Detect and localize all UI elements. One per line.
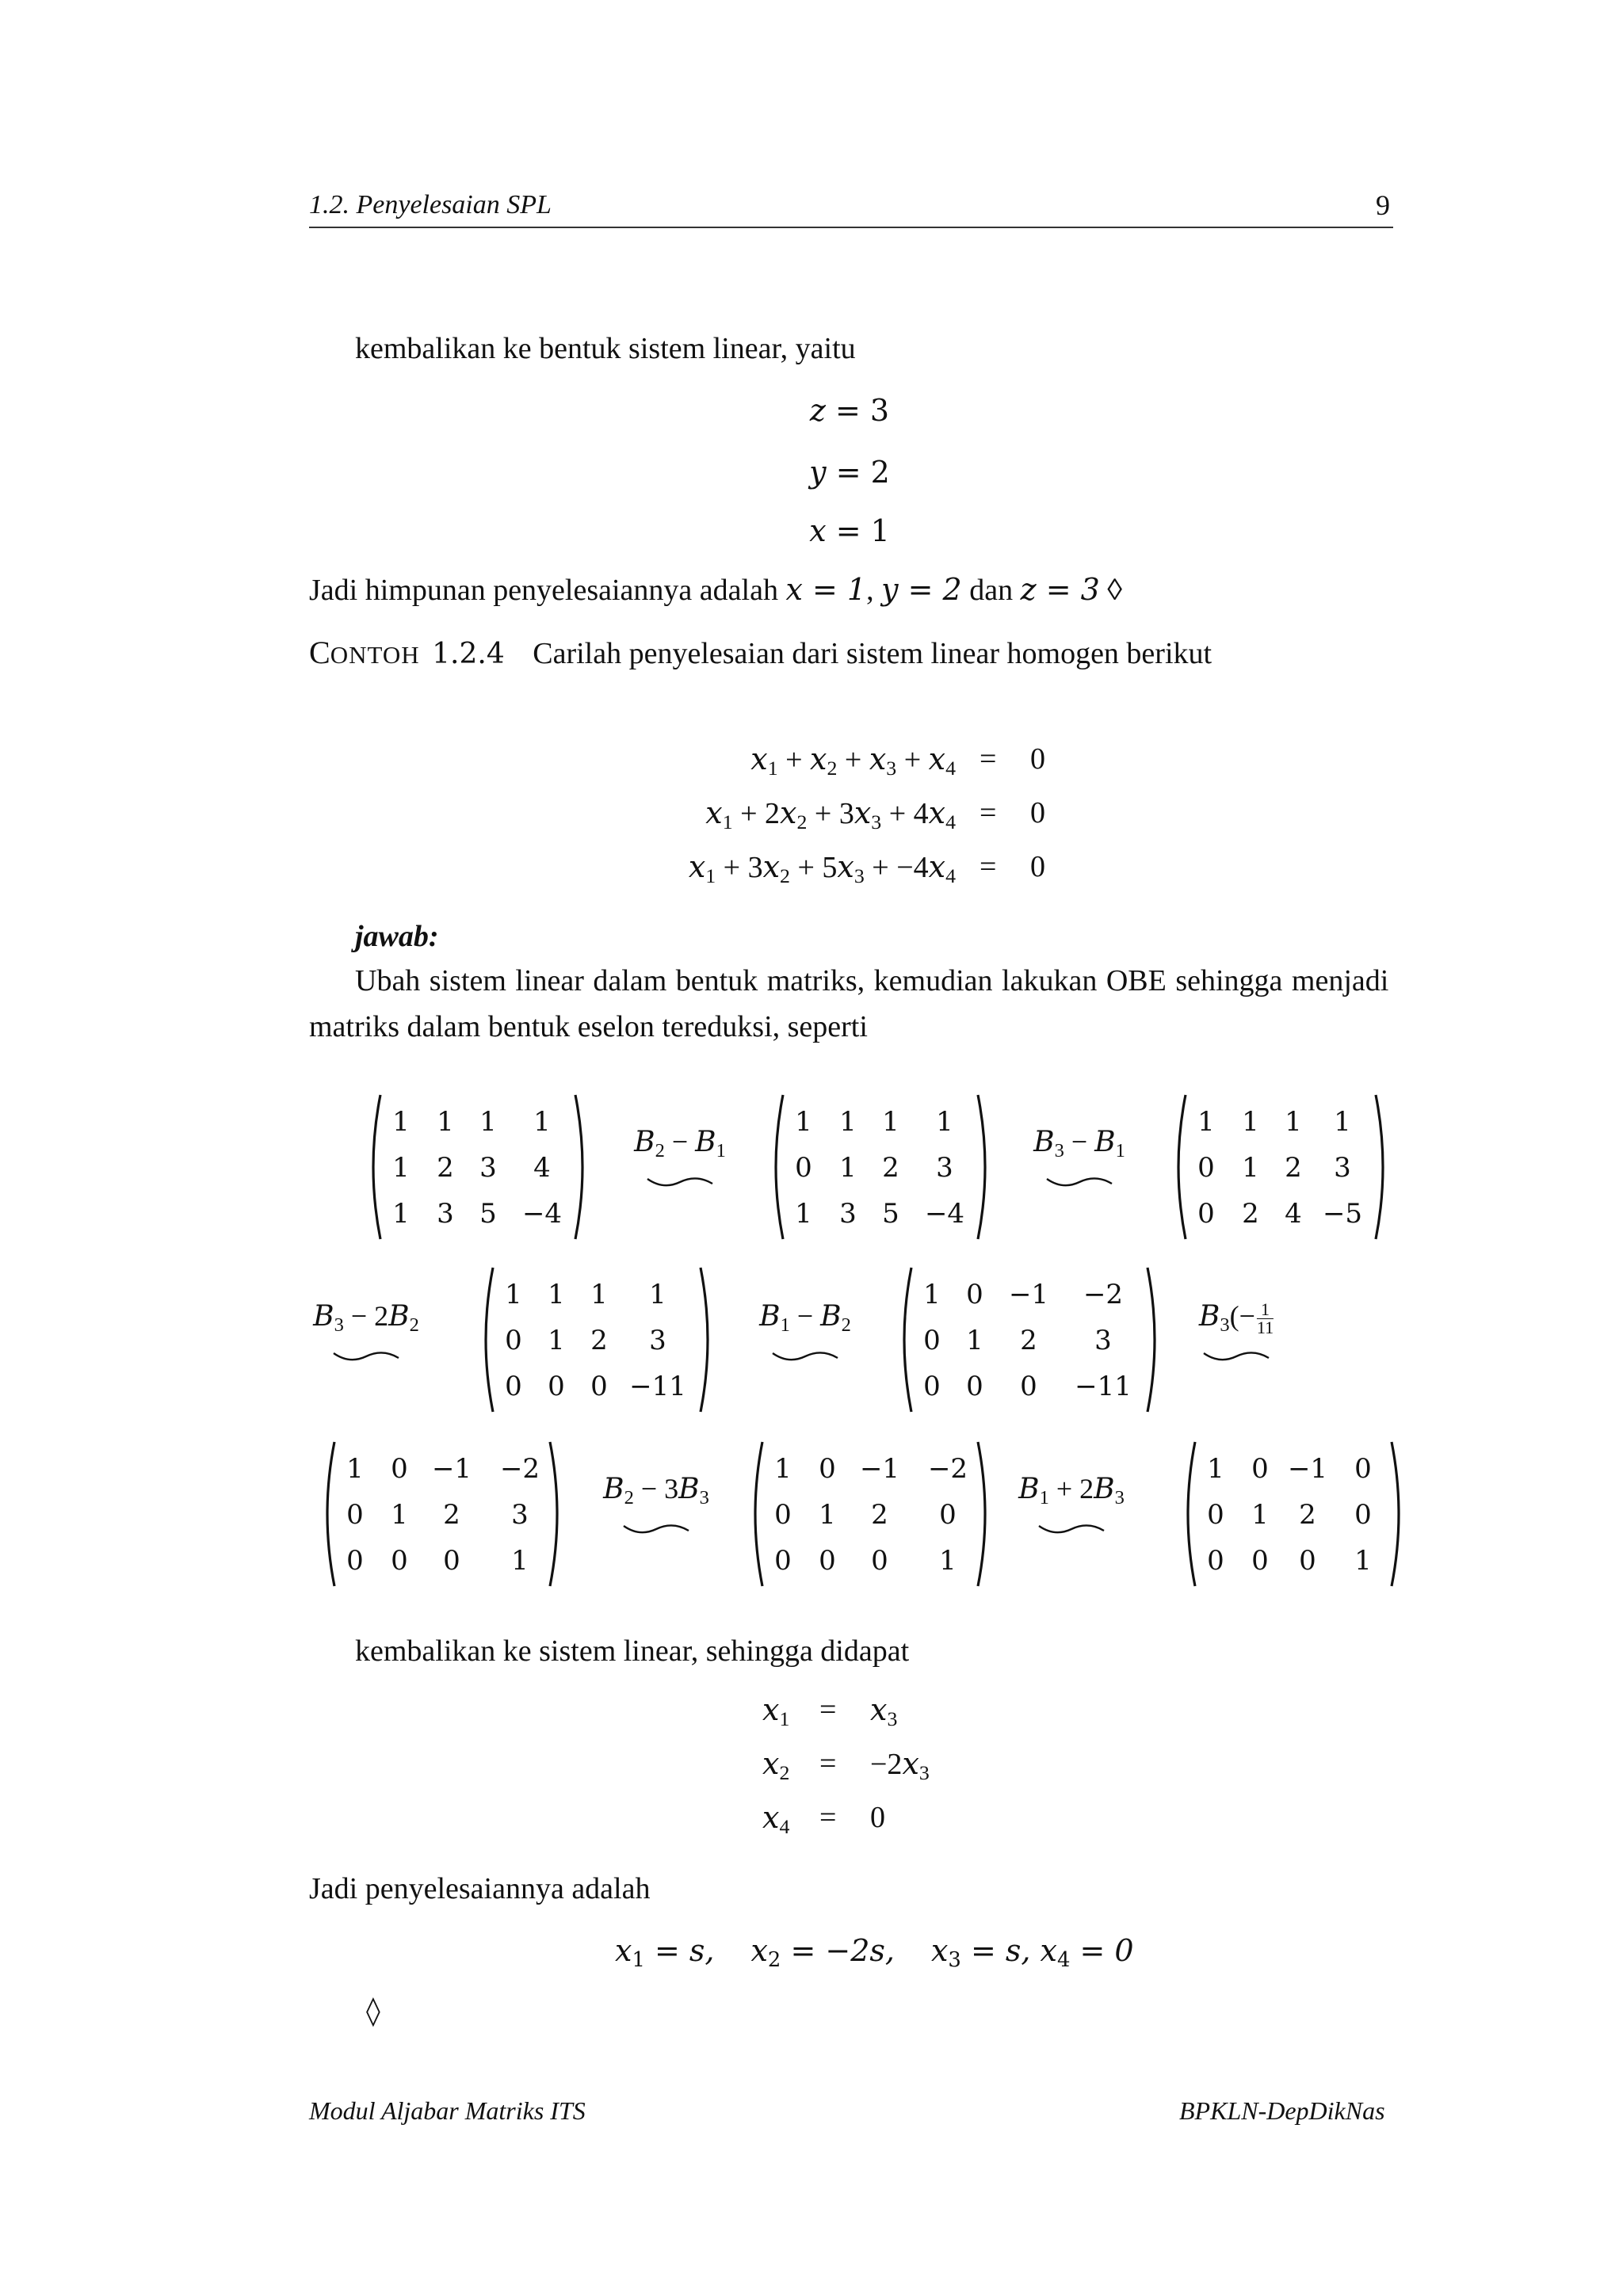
matrix-5-cell: −2 xyxy=(1083,1279,1124,1310)
matrix-5-cell: 2 xyxy=(1020,1325,1037,1356)
matrix-6-cell: 1 xyxy=(511,1545,529,1577)
matrix-7-cell: −2 xyxy=(927,1453,968,1485)
matrix-6-cell: 0 xyxy=(346,1499,364,1531)
matrix-7-cell: 0 xyxy=(819,1453,836,1485)
matrix-6-cell: −1 xyxy=(431,1453,472,1485)
running-header-section: 1.2. Penyelesaian SPL xyxy=(309,190,552,219)
matrix-8-cell: 0 xyxy=(1207,1545,1224,1577)
matrix-1-cell: 2 xyxy=(437,1152,454,1184)
system-row-1-rhs: 0 xyxy=(1030,742,1045,776)
left-parenthesis xyxy=(745,1439,767,1589)
matrix-2-cell: 3 xyxy=(839,1198,857,1230)
system-row-3-rhs: 0 xyxy=(1030,850,1045,883)
equation-y: y = 2 xyxy=(809,455,890,490)
matrix-8-cell: 0 xyxy=(1299,1545,1316,1577)
matrix-6-cell: 3 xyxy=(511,1499,529,1531)
matrix-4-cell: 0 xyxy=(548,1371,565,1402)
footer-right: BPKLN-DepDikNas xyxy=(1179,2096,1385,2125)
matrix-4-cell: 1 xyxy=(649,1279,666,1310)
matrix-7-cell: 1 xyxy=(819,1499,836,1531)
matrix-3-cell: 0 xyxy=(1197,1198,1215,1230)
row-equivalence-tilde-4 xyxy=(769,1348,841,1364)
matrix-3-cell: 1 xyxy=(1197,1106,1215,1138)
matrix-3-cell: 0 xyxy=(1197,1152,1215,1184)
matrix-7-cell: 0 xyxy=(774,1499,792,1531)
matrix-8-cell: 0 xyxy=(1354,1499,1372,1531)
matrix-5-cell: 0 xyxy=(923,1325,941,1356)
conclusion-sentence xyxy=(309,572,1122,608)
right-parenthesis xyxy=(973,1092,995,1242)
matrix-1-cell: 1 xyxy=(437,1106,454,1138)
paragraph-obe-line2: matriks dalam bentuk eselon tereduksi, seperti xyxy=(309,1010,868,1043)
matrix-3-cell: 1 xyxy=(1285,1106,1302,1138)
matrix-2-cell: 1 xyxy=(795,1106,812,1138)
right-parenthesis xyxy=(545,1439,567,1589)
example-text: Carilah penyelesaian dari sistem linear homogen berikut xyxy=(533,637,1212,670)
system-row-1-lhs: $x_1 + x_2 + x_3 + x_4$ xyxy=(750,742,956,780)
matrix-2-cell: 1 xyxy=(936,1106,953,1138)
matrix-1-cell: 4 xyxy=(533,1152,551,1184)
matrix-7-cell: 2 xyxy=(871,1499,888,1531)
matrix-5-cell: 0 xyxy=(966,1279,983,1310)
matrix-5-cell: 0 xyxy=(923,1371,941,1402)
matrix-6-cell: 1 xyxy=(346,1453,364,1485)
matrix-3-cell: 2 xyxy=(1285,1152,1302,1184)
conclusion-sep: , xyxy=(866,574,882,607)
matrix-5-cell: 0 xyxy=(1020,1371,1037,1402)
matrix-4-cell: 2 xyxy=(590,1325,608,1356)
matrix-2-cell: 0 xyxy=(795,1152,812,1184)
matrix-4-cell: 0 xyxy=(590,1371,608,1402)
matrix-8-cell: −1 xyxy=(1287,1453,1328,1485)
matrix-8-cell: 1 xyxy=(1207,1453,1224,1485)
matrix-4-cell: 3 xyxy=(649,1325,666,1356)
footer-left: Modul Aljabar Matriks ITS xyxy=(309,2096,586,2125)
left-parenthesis xyxy=(475,1264,498,1415)
system-row-3-equals: = xyxy=(980,850,997,883)
example-heading xyxy=(309,634,1212,671)
right-parenthesis xyxy=(973,1439,995,1589)
matrix-1-cell: 1 xyxy=(392,1152,410,1184)
matrix-2-cell: 1 xyxy=(882,1106,899,1138)
solution-x1: $x_1 = s$, xyxy=(615,1933,715,1973)
matrix-6-cell: 0 xyxy=(391,1545,408,1577)
matrix-5-cell: 0 xyxy=(966,1371,983,1402)
matrix-1-cell: 1 xyxy=(392,1106,410,1138)
left-parenthesis xyxy=(1168,1092,1190,1242)
left-parenthesis xyxy=(317,1439,339,1589)
right-parenthesis xyxy=(1371,1092,1393,1242)
result-row-3-lhs: $x_4$ xyxy=(762,1800,790,1839)
matrix-3-cell: −5 xyxy=(1322,1198,1363,1230)
matrix-1-cell: 3 xyxy=(479,1152,497,1184)
matrix-7 xyxy=(745,1439,995,1589)
matrix-4-cell: 1 xyxy=(590,1279,608,1310)
matrix-3-cell: 4 xyxy=(1285,1198,1302,1230)
matrix-1-cell: 1 xyxy=(479,1106,497,1138)
right-parenthesis xyxy=(1387,1439,1409,1589)
matrix-8-cell: 1 xyxy=(1251,1499,1269,1531)
system-row-3-lhs: $x_1 + 3x_2 + 5x_3 + -4x_4$ xyxy=(688,849,956,888)
matrix-2 xyxy=(766,1092,995,1242)
matrix-3 xyxy=(1168,1092,1393,1242)
matrix-2-cell: 2 xyxy=(882,1152,899,1184)
paragraph-obe-line1: Ubah sistem linear dalam bentuk matriks, kemudian lakukan OBE sehingga menjadi xyxy=(355,964,1389,997)
result-row-2-lhs: $x_2$ xyxy=(762,1746,790,1785)
conclusion-dan: dan xyxy=(961,574,1021,607)
matrix-2-cell: 1 xyxy=(795,1198,812,1230)
left-parenthesis xyxy=(363,1092,385,1242)
row-equivalence-tilde-7 xyxy=(1036,1521,1107,1537)
row-equivalence-tilde-1 xyxy=(644,1174,716,1190)
matrix-2-cell: 3 xyxy=(936,1152,953,1184)
row-operation-4: $B_1 - B_2$ xyxy=(759,1300,851,1336)
row-operation-1: $B_2 - B_1$ xyxy=(634,1126,726,1161)
result-row-2-equals: = xyxy=(819,1747,837,1780)
matrix-6-cell: 0 xyxy=(443,1545,460,1577)
matrix-8-cell: 0 xyxy=(1251,1453,1269,1485)
matrix-4-cell: 1 xyxy=(548,1279,565,1310)
matrix-8-cell: 2 xyxy=(1299,1499,1316,1531)
row-operation-2: $B_3 - B_1$ xyxy=(1033,1126,1125,1161)
matrix-2-cell: 5 xyxy=(882,1198,899,1230)
page-number: 9 xyxy=(1376,189,1390,221)
matrix-6-cell: 0 xyxy=(346,1545,364,1577)
matrix-1-cell: 5 xyxy=(479,1198,497,1230)
matrix-3-cell: 1 xyxy=(1242,1152,1259,1184)
system-row-2-equals: = xyxy=(980,796,997,830)
row-operation-5: $B_3(-$ $\frac{1}{11}$ xyxy=(1198,1299,1274,1338)
matrix-5-cell: −1 xyxy=(1008,1279,1049,1310)
answer-label: jawab: xyxy=(355,920,439,953)
matrix-7-cell: 0 xyxy=(871,1545,888,1577)
result-row-2-rhs: $-2x_3$ xyxy=(870,1746,930,1785)
conclusion-pre: Jadi himpunan penyelesaiannya adalah xyxy=(309,574,786,607)
matrix-4-cell: 0 xyxy=(505,1371,522,1402)
matrix-4-cell: −11 xyxy=(629,1371,686,1402)
matrix-2-cell: 1 xyxy=(839,1152,857,1184)
matrix-4-cell: 1 xyxy=(548,1325,565,1356)
solution-x2: $x_2 = -2s$, xyxy=(750,1933,895,1973)
row-equivalence-tilde-5 xyxy=(1201,1348,1272,1364)
matrix-3-cell: 3 xyxy=(1334,1152,1351,1184)
conclusion-m3: z = 3 xyxy=(1020,572,1100,607)
end-diamond: ◊ xyxy=(366,1995,380,2027)
matrix-8-cell: 0 xyxy=(1354,1453,1372,1485)
right-parenthesis xyxy=(571,1092,593,1242)
matrix-5-cell: 3 xyxy=(1094,1325,1112,1356)
matrix-8-cell: 0 xyxy=(1251,1545,1269,1577)
row-equivalence-tilde-6 xyxy=(621,1521,692,1537)
matrix-6-cell: 1 xyxy=(391,1499,408,1531)
solution-x3-x4: $x_3 = s$, $x_4 = 0$ xyxy=(930,1933,1134,1973)
matrix-5-cell: 1 xyxy=(923,1279,941,1310)
equation-z: z = 3 xyxy=(809,393,890,428)
conclusion-diamond: ◊ xyxy=(1099,574,1123,607)
paragraph-intro: kembalikan ke bentuk sistem linear, yaitu xyxy=(355,332,856,365)
matrix-6-cell: 0 xyxy=(391,1453,408,1485)
left-parenthesis xyxy=(1178,1439,1200,1589)
matrix-4-cell: 1 xyxy=(505,1279,522,1310)
matrix-7-cell: 1 xyxy=(774,1453,792,1485)
paragraph-solution-intro: Jadi penyelesaiannya adalah xyxy=(309,1872,651,1905)
matrix-6-cell: −2 xyxy=(499,1453,540,1485)
matrix-8 xyxy=(1178,1439,1409,1589)
left-parenthesis xyxy=(894,1264,916,1415)
matrix-1-cell: 1 xyxy=(392,1198,410,1230)
result-row-1-equals: = xyxy=(819,1693,837,1726)
system-row-2-lhs: $x_1 + 2x_2 + 3x_3 + 4x_4$ xyxy=(705,795,956,834)
conclusion-m1: x = 1 xyxy=(785,572,867,607)
example-label-rest: ONTOH xyxy=(330,641,420,669)
result-row-3-equals: = xyxy=(819,1801,837,1834)
row-equivalence-tilde-3 xyxy=(330,1348,402,1364)
left-parenthesis xyxy=(766,1092,788,1242)
right-parenthesis xyxy=(696,1264,718,1415)
matrix-4-cell: 0 xyxy=(505,1325,522,1356)
matrix-1-cell: 1 xyxy=(533,1106,551,1138)
matrix-3-cell: 1 xyxy=(1242,1106,1259,1138)
matrix-4 xyxy=(475,1264,718,1415)
right-parenthesis xyxy=(1143,1264,1165,1415)
matrix-5-cell: 1 xyxy=(966,1325,983,1356)
row-operation-3: $B_3 - 2B_2$ xyxy=(313,1300,419,1336)
matrix-1-cell: 3 xyxy=(437,1198,454,1230)
matrix-5 xyxy=(894,1264,1165,1415)
conclusion-m2: y = 2 xyxy=(881,572,962,607)
example-number: 1.2.4 xyxy=(432,638,505,670)
paragraph-back-to-system: kembalikan ke sistem linear, sehingga didapat xyxy=(355,1634,910,1668)
matrix-6 xyxy=(317,1439,567,1589)
matrix-3-cell: 2 xyxy=(1242,1198,1259,1230)
system-row-2-rhs: 0 xyxy=(1030,796,1045,830)
system-row-1-equals: = xyxy=(980,742,997,776)
row-operation-6: $B_2 - 3B_3$ xyxy=(603,1473,709,1508)
matrix-5-cell: −11 xyxy=(1075,1371,1132,1402)
matrix-2-cell: −4 xyxy=(924,1198,965,1230)
equation-x: x = 1 xyxy=(809,513,890,548)
matrix-7-cell: 0 xyxy=(939,1499,957,1531)
row-operation-7: $B_1 + 2B_3$ xyxy=(1018,1473,1125,1508)
row-equivalence-tilde-2 xyxy=(1044,1174,1115,1190)
matrix-8-cell: 1 xyxy=(1354,1545,1372,1577)
matrix-6-cell: 2 xyxy=(443,1499,460,1531)
matrix-2-cell: 1 xyxy=(839,1106,857,1138)
result-row-1-lhs: $x_1$ xyxy=(762,1692,790,1731)
matrix-7-cell: 0 xyxy=(819,1545,836,1577)
matrix-1 xyxy=(363,1092,593,1242)
matrix-3-cell: 1 xyxy=(1334,1106,1351,1138)
solution-line xyxy=(615,1933,1134,1973)
matrix-7-cell: 0 xyxy=(774,1545,792,1577)
result-row-3-rhs: 0 xyxy=(870,1801,885,1834)
example-label-initial: C xyxy=(309,635,330,670)
result-row-1-rhs: $x_3$ xyxy=(870,1692,898,1731)
matrix-7-cell: 1 xyxy=(939,1545,957,1577)
matrix-1-cell: −4 xyxy=(521,1198,563,1230)
header-rule xyxy=(309,227,1393,228)
matrix-7-cell: −1 xyxy=(859,1453,900,1485)
matrix-8-cell: 0 xyxy=(1207,1499,1224,1531)
